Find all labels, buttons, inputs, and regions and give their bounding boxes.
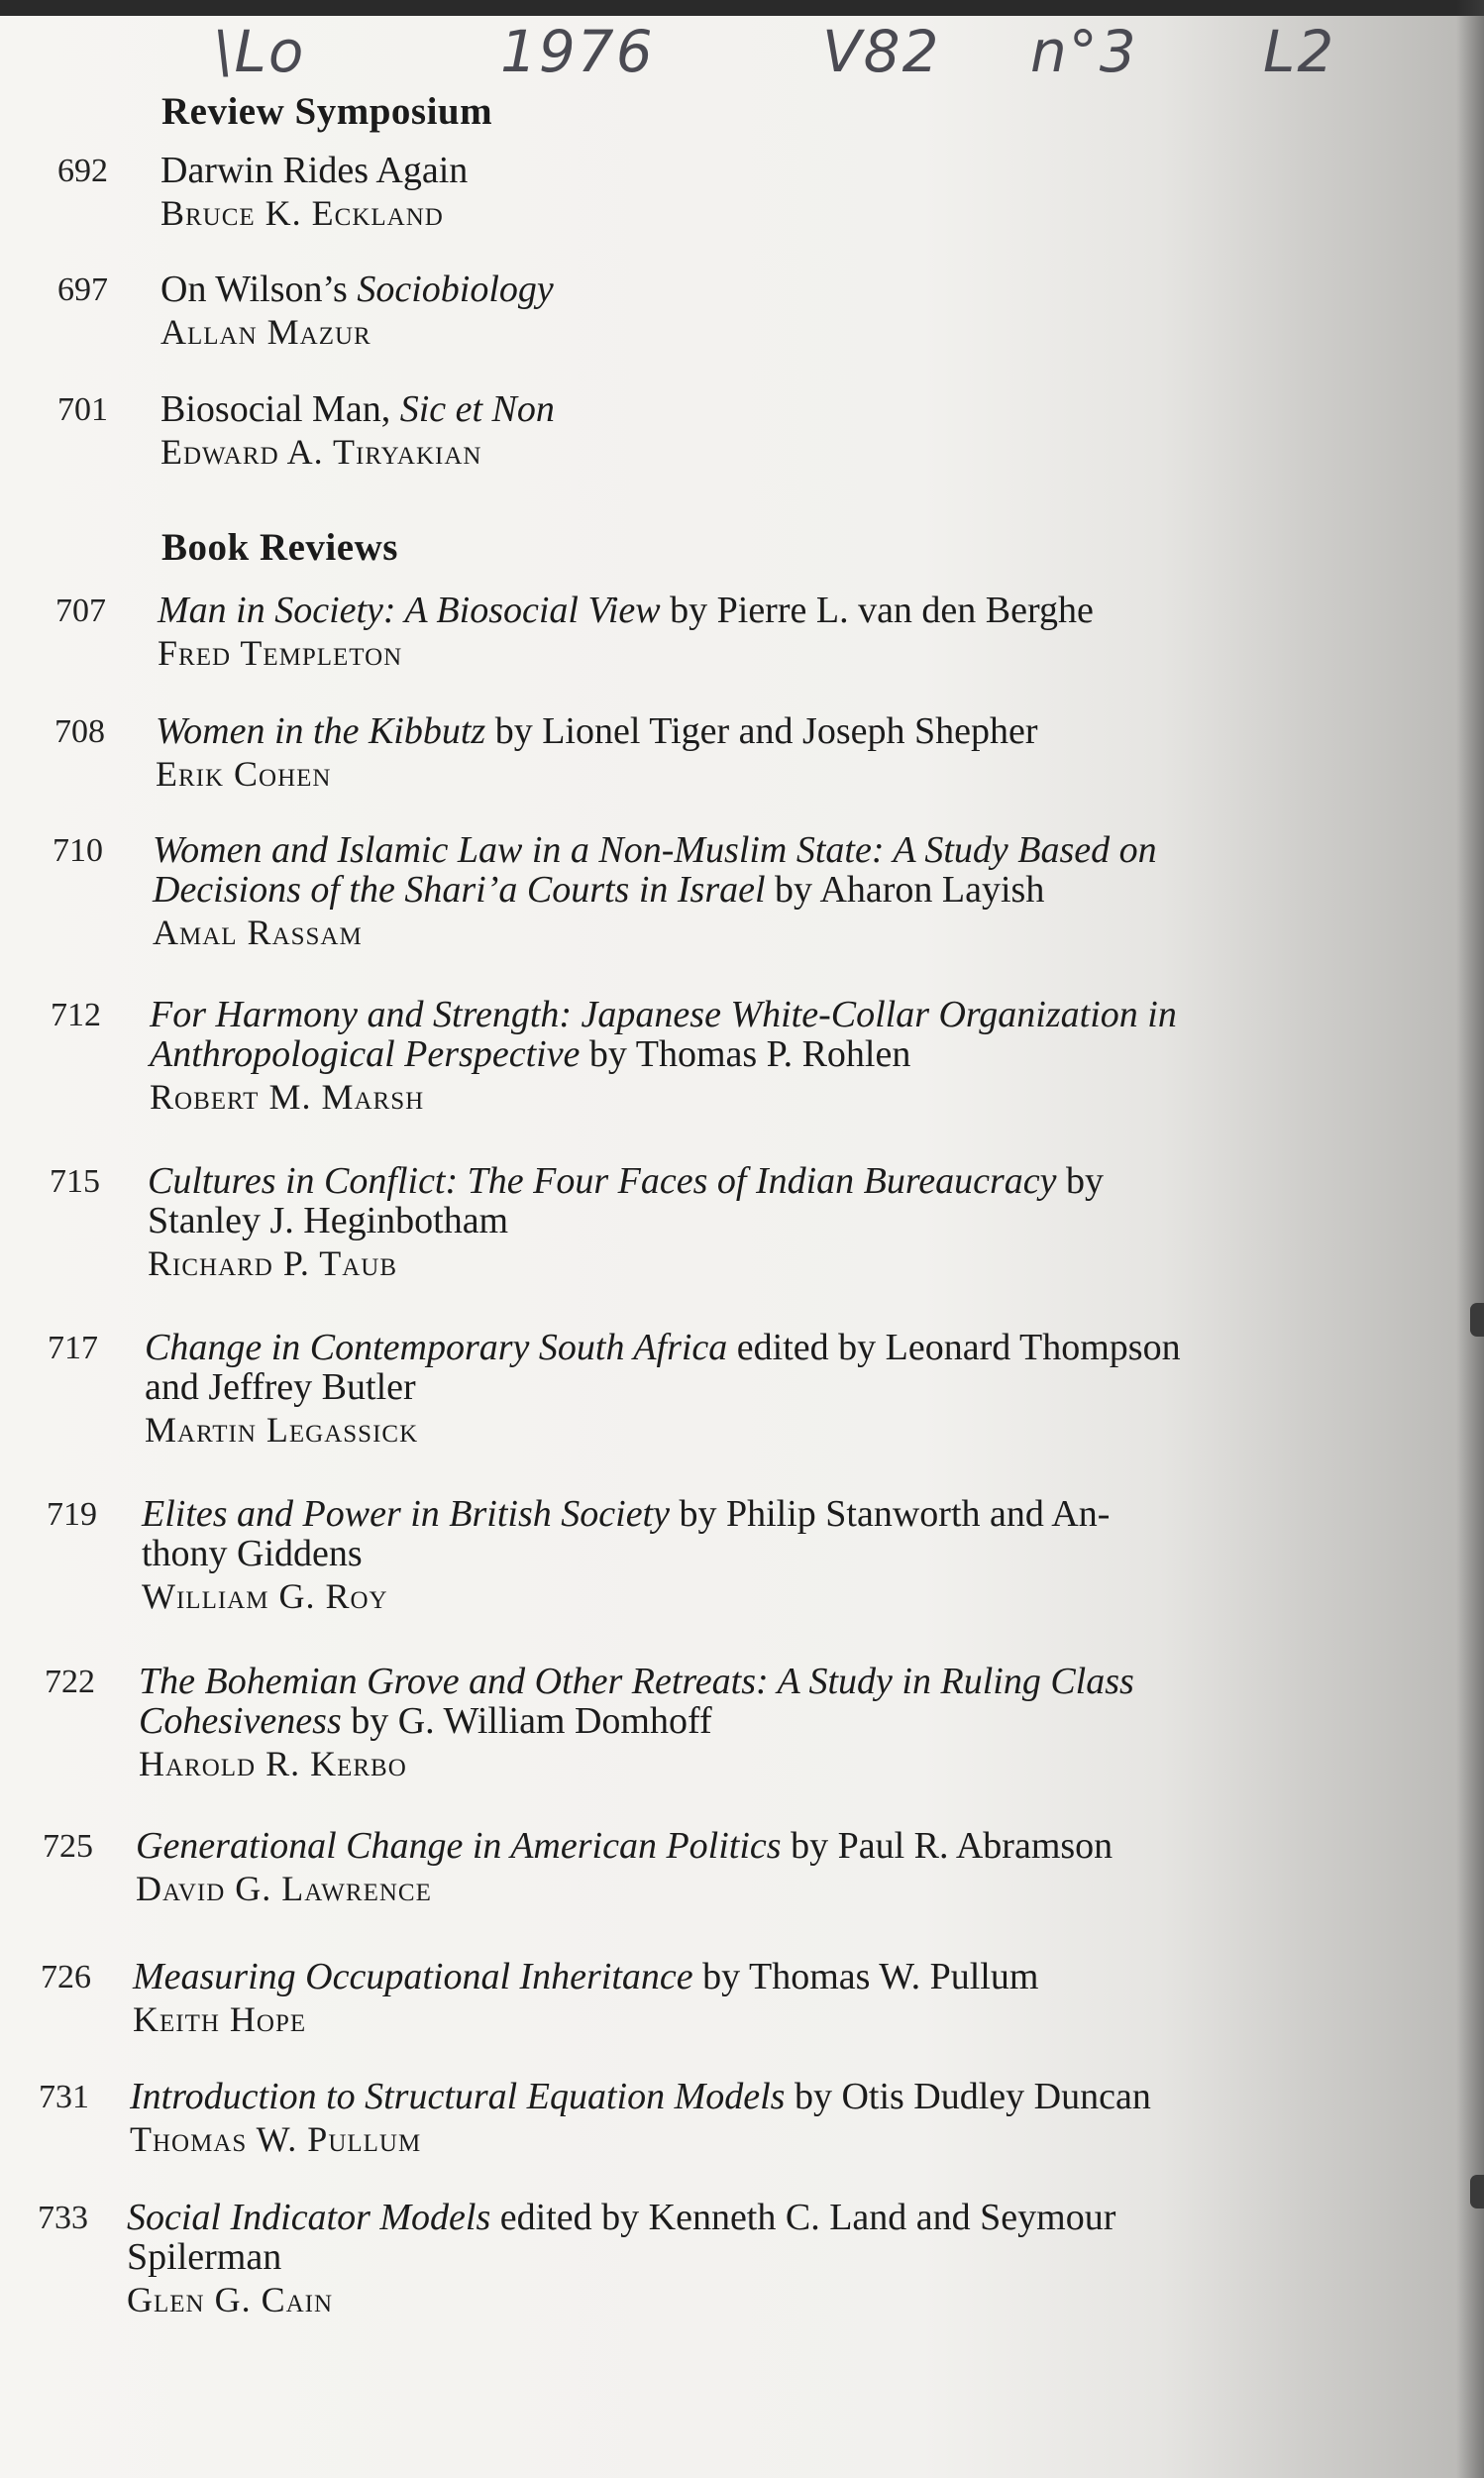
entry-title-line bbox=[148, 1161, 1104, 1201]
italic-title: Introduction to Structural Equation Models bbox=[130, 2076, 786, 2117]
entry-title-line bbox=[150, 995, 1177, 1034]
title-text: by Pierre L. van den Berghe bbox=[660, 590, 1094, 631]
entry-title-line bbox=[127, 2198, 1115, 2237]
title-text: by Paul R. Abramson bbox=[781, 1825, 1113, 1867]
entry-title-line bbox=[153, 870, 1044, 910]
entry-title-line bbox=[160, 151, 468, 190]
entry-title-line bbox=[145, 1367, 416, 1407]
reviewer-name: Bruce K. Eckland bbox=[160, 193, 444, 233]
page-number: 692 bbox=[57, 153, 108, 189]
entry-title-line bbox=[156, 711, 1038, 751]
handwritten-note: 1976 bbox=[500, 18, 655, 85]
entry-title-line bbox=[160, 269, 554, 309]
italic-title: Anthropological Perspective bbox=[150, 1033, 581, 1075]
reviewer-name: Richard P. Taub bbox=[148, 1243, 398, 1283]
entry-title-line bbox=[150, 1034, 910, 1074]
reviewer-name: Robert M. Marsh bbox=[150, 1077, 425, 1117]
italic-title: Man in Society: A Biosocial View bbox=[158, 590, 661, 631]
italic-title: Women and Islamic Law in a Non-Muslim State: A Study Based on bbox=[153, 829, 1157, 871]
title-text: by Philip Stanworth and An- bbox=[669, 1493, 1111, 1535]
page-number: 717 bbox=[48, 1330, 98, 1366]
reviewer-name: Erik Cohen bbox=[156, 754, 332, 794]
reviewer-name: Edward A. Tiryakian bbox=[160, 432, 482, 472]
italic-title: Cultures in Conflict: The Four Faces of Indian Bureaucracy bbox=[148, 1160, 1057, 1202]
entry-title-line bbox=[142, 1534, 363, 1573]
entry-title-line bbox=[148, 1201, 508, 1240]
scan-top-border bbox=[0, 0, 1484, 16]
title-text: by Thomas W. Pullum bbox=[692, 1956, 1039, 1997]
reviewer-name: Allan Mazur bbox=[160, 312, 371, 352]
italic-title: Measuring Occupational Inheritance bbox=[133, 1956, 693, 1997]
binding-mark bbox=[1470, 2175, 1484, 2209]
entry-title-line bbox=[133, 1957, 1038, 1996]
page-number: 707 bbox=[55, 593, 106, 629]
entry-title-line bbox=[136, 1826, 1113, 1866]
reviewer-name: Fred Templeton bbox=[158, 633, 403, 673]
italic-title: Cohesiveness bbox=[139, 1700, 342, 1742]
reviewer-name: Glen G. Cain bbox=[127, 2280, 334, 2319]
title-text: by Lionel Tiger and Joseph Shepher bbox=[485, 710, 1038, 752]
page-number: 719 bbox=[47, 1496, 97, 1533]
reviewer-name: Amal Rassam bbox=[153, 913, 363, 952]
italic-title: Sic et Non bbox=[399, 388, 555, 430]
title-text: Spilerman bbox=[127, 2236, 282, 2278]
title-text: Stanley J. Heginbotham bbox=[148, 1200, 509, 1241]
italic-title: Decisions of the Shari’a Courts in Israel bbox=[153, 869, 766, 911]
title-text: by G. William Domhoff bbox=[341, 1700, 712, 1742]
handwritten-note: n°3 bbox=[1030, 18, 1138, 85]
italic-title: Women in the Kibbutz bbox=[156, 710, 486, 752]
page-number: 701 bbox=[57, 391, 108, 428]
italic-title: Sociobiology bbox=[357, 269, 554, 310]
handwritten-note: L2 bbox=[1263, 18, 1336, 85]
title-text: thony Giddens bbox=[142, 1533, 363, 1574]
entry-title-line bbox=[130, 2077, 1151, 2116]
reviewer-name: William G. Roy bbox=[142, 1576, 388, 1616]
handwritten-note: \Lo bbox=[213, 18, 306, 85]
title-text: by Aharon Layish bbox=[765, 869, 1045, 911]
title-text: by bbox=[1056, 1160, 1104, 1202]
italic-title: Generational Change in American Politics bbox=[136, 1825, 782, 1867]
title-text: edited by Leonard Thompson bbox=[727, 1327, 1181, 1368]
italic-title: For Harmony and Strength: Japanese White-Collar Organization in bbox=[150, 994, 1177, 1035]
page-number: 731 bbox=[39, 2079, 89, 2115]
reviewer-name: David G. Lawrence bbox=[136, 1869, 432, 1908]
reviewer-name: Martin Legassick bbox=[145, 1410, 419, 1450]
page-number: 715 bbox=[50, 1163, 100, 1200]
italic-title: Elites and Power in British Society bbox=[142, 1493, 670, 1535]
entry-title-line bbox=[127, 2237, 281, 2277]
title-text: by Otis Dudley Duncan bbox=[785, 2076, 1151, 2117]
entry-title-line bbox=[160, 389, 555, 429]
entry-title-line bbox=[142, 1494, 1110, 1534]
page-number: 726 bbox=[41, 1959, 91, 1995]
title-text: Biosocial Man, bbox=[160, 388, 400, 430]
italic-title: Change in Contemporary South Africa bbox=[145, 1327, 728, 1368]
page-number: 710 bbox=[53, 832, 103, 869]
page-number: 708 bbox=[54, 713, 105, 750]
binding-mark bbox=[1470, 1303, 1484, 1337]
title-text: edited by Kenneth C. Land and Seymour bbox=[490, 2197, 1116, 2238]
title-text: by Thomas P. Rohlen bbox=[580, 1033, 911, 1075]
entry-title-line bbox=[145, 1328, 1181, 1367]
entry-title-line bbox=[153, 830, 1157, 870]
reviewer-name: Harold R. Kerbo bbox=[139, 1744, 407, 1783]
reviewer-name: Thomas W. Pullum bbox=[130, 2119, 422, 2159]
entry-title-line bbox=[139, 1701, 712, 1741]
page-number: 697 bbox=[57, 271, 108, 308]
italic-title: Social Indicator Models bbox=[127, 2197, 491, 2238]
section-heading: Book Reviews bbox=[161, 526, 398, 569]
reviewer-name: Keith Hope bbox=[133, 1999, 307, 2039]
section-heading: Review Symposium bbox=[161, 90, 493, 133]
entry-title-line bbox=[158, 591, 1094, 630]
book-gutter-shadow bbox=[1456, 0, 1484, 2478]
title-text: and Jeffrey Butler bbox=[145, 1366, 416, 1408]
title-text: On Wilson’s bbox=[160, 269, 358, 310]
page-number: 722 bbox=[45, 1664, 95, 1700]
entry-title-line bbox=[139, 1662, 1134, 1701]
page-number: 725 bbox=[43, 1828, 93, 1865]
title-text: Darwin Rides Again bbox=[160, 150, 469, 191]
page-number: 733 bbox=[38, 2200, 88, 2236]
italic-title: The Bohemian Grove and Other Retreats: A Study in Ruling Class bbox=[139, 1661, 1134, 1702]
page-number: 712 bbox=[51, 997, 101, 1033]
handwritten-note: V82 bbox=[822, 18, 941, 85]
